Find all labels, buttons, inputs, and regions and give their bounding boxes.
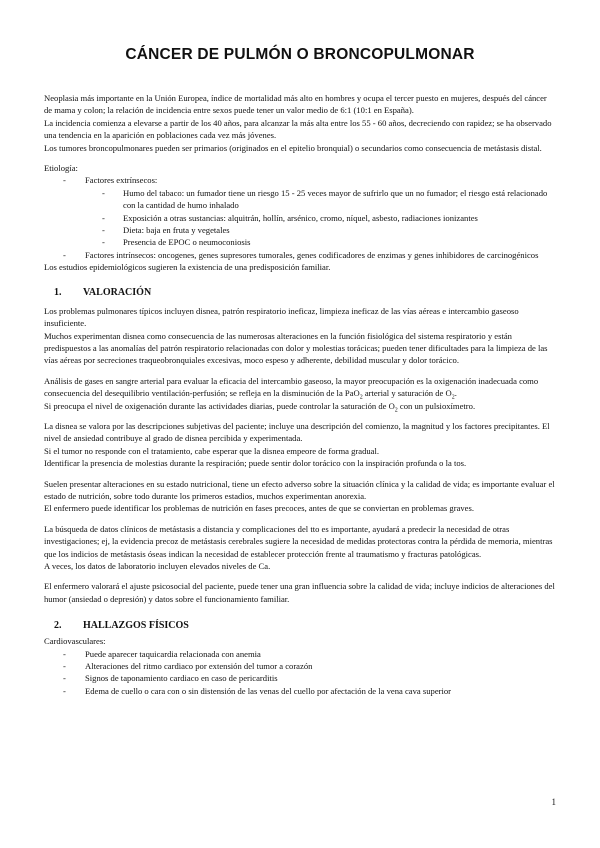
bullet-dash: - <box>102 225 105 236</box>
bullet-dash: - <box>63 249 66 260</box>
paragraph: La búsqueda de datos clínicos de metástasis a distancia y complicaciones del tto es importante, ayudará a predecir la necesidad de otras investigaciones; ej, la evidencia precoz de metástasis cerebrales sugiere la necesidad de medidas protectoras contra la pérdida de memoria, mientras que los indicios de metástasis óseas indican la necesidad de establecer protección frente al traumatismo y fracturas patológicas. <box>44 523 553 559</box>
intro-paragraph: La incidencia comienza a elevarse a partir de los 40 años, para alcanzar la más alta entre los 55 - 60 años, decreciendo con rapidez; se ha observado una tendencia en la aparición en poblaciones cada vez más jóvenes. <box>44 117 552 141</box>
intro-paragraph: Neoplasia más importante en la Unión Europea, índice de mortalidad más alto en hombres y ocupa el tercer puesto en mujeres, después del cáncer de mama y colon; la relación de incidencia entre sexos puede tener un valor medio de 6:1 (10:1 en España). <box>44 93 547 116</box>
etiology-label: Etiología: <box>44 163 78 174</box>
section-title: HALLAZGOS FÍSICOS <box>83 620 189 632</box>
bullet-dash: - <box>102 237 105 248</box>
subscript: 2 <box>451 394 455 401</box>
section-heading <box>44 619 556 633</box>
bullet-dash: - <box>63 673 66 684</box>
section-hallazgos <box>44 619 556 697</box>
cardio-list <box>44 648 556 698</box>
etiology-list <box>44 174 556 261</box>
paragraph: Identificar la presencia de molestias durante la respiración; puede sentir dolor torácico con la inspiración profunda o la tos. <box>44 458 467 469</box>
bullet-dash: - <box>102 212 105 223</box>
list-item <box>44 174 556 248</box>
extrinsic-sublist <box>83 187 556 249</box>
section-title: VALORACIÓN <box>83 286 152 298</box>
list-item-text: Presencia de EPOC o neumoconiosis <box>123 237 251 248</box>
paragraph: Los problemas pulmonares típicos incluyen disnea, patrón respiratorio ineficaz, limpieza ineficaz de las vías aéreas e intercambio gaseoso insuficiente. <box>44 305 519 329</box>
intro-paragraph: Los tumores broncopulmonares pueden ser primarios (originados en el epitelio bronquial) o secundarios como consecuencia de metástasis distal. <box>44 142 542 153</box>
intro-section <box>44 92 556 154</box>
list-item <box>83 212 556 224</box>
paragraph: A veces, los datos de laboratorio incluyen elevados niveles de Ca. <box>44 561 271 571</box>
intrinsic-factors: Factores intrínsecos: oncogenes, genes supresores tumorales, genes codificadores de enzimas y genes inhibidores de carcinogénicos <box>85 249 539 260</box>
bullet-dash: - <box>102 187 105 198</box>
text-run: Si preocupa el nivel de oxigenación durante las actividades diarias, puede controlar la saturación de O <box>44 400 395 411</box>
list-item <box>44 249 556 261</box>
list-item-text: Edema de cuello o cara con o sin distensión de las venas del cuello por afectación de la vena cava superior <box>85 685 452 696</box>
page-number: 1 <box>551 797 556 807</box>
extrinsic-label: Factores extrínsecos: <box>85 175 158 186</box>
text-run: . <box>454 388 457 399</box>
paragraph: Muchos experimentan disnea como consecuencia de las numerosas alteraciones en la función fisiológica del sistema respiratorio y están predispuestos a las anomalías del patrón respiratorio relacionadas con dolor y molestias torácicas; pueden tener dificultades para la limpieza de las vías aéreas por secreciones traqueobronquiales excesivas, moco espeso y adherente, debilidad muscular y dolor torácico. <box>44 330 548 366</box>
text-run: Análisis de gases en sangre arterial para evaluar la eficacia del intercambio gaseoso, la mayor preocupación es la oxigenación inadecuada como consecuencia del desequilibrio ventilación-perfusión; se refleja en la disminución de la PaO <box>44 375 539 399</box>
section-number: 2. <box>54 620 62 632</box>
etiology-section <box>44 162 556 274</box>
bullet-dash: - <box>63 661 66 672</box>
cardio-label: Cardiovasculares: <box>44 636 106 647</box>
list-item-text: Puede aparecer taquicardia relacionada con anemia <box>85 648 261 659</box>
text-run: con un pulsioxímetro. <box>397 400 476 411</box>
paragraph: Si el tumor no responde con el tratamiento, cabe esperar que la disnea empeore de forma gradual. <box>44 445 380 456</box>
list-item <box>83 187 556 212</box>
list-item-text: Humo del tabaco: un fumador tiene un riesgo 15 - 25 veces mayor de sufrirlo que un no fumador; el riesgo está relacionado con la cantidad de humo inhalado <box>123 187 548 211</box>
paragraph: El enfermero valorará el ajuste psicosocial del paciente, puede tener una gran influencia sobre la calidad de vida; incluye indicios de alteraciones del humor (ansiedad o depresión) y datos sobre el funcionamiento familiar. <box>44 581 555 604</box>
list-item-text: Alteraciones del ritmo cardiaco por extensión del tumor a corazón <box>85 661 313 672</box>
section-number: 1. <box>54 286 62 298</box>
bullet-dash: - <box>63 648 66 659</box>
document-title: CÁNCER DE PULMÓN O BRONCOPULMONAR <box>125 46 475 63</box>
section-heading <box>44 286 556 300</box>
bullet-dash: - <box>63 175 66 186</box>
subscript: 2 <box>394 407 398 414</box>
list-item <box>44 685 556 697</box>
paragraph: La disnea se valora por las descripciones subjetivas del paciente; incluye una descripción del comienzo, la magnitud y los factores precipitantes. El nivel de ansiedad contribuye al grado de disnea percibida y experimentada. <box>44 420 550 444</box>
paragraph <box>44 400 556 412</box>
section-valoracion <box>44 286 556 606</box>
text-run: arterial y saturación de O <box>362 388 452 399</box>
paragraph <box>44 375 556 400</box>
list-item <box>44 660 556 672</box>
paragraph: El enfermero puede identificar los problemas de nutrición en fases precoces, antes de que se conviertan en problemas graves. <box>44 503 474 514</box>
subscript: 2 <box>359 394 363 401</box>
list-item <box>83 224 556 236</box>
list-item-text: Signos de taponamiento cardiaco en caso de pericarditis <box>85 673 278 684</box>
list-item-text: Exposición a otras sustancias: alquitrán, hollín, arsénico, cromo, níquel, asbesto, radiaciones ionizantes <box>123 212 478 223</box>
list-item <box>83 236 556 248</box>
paragraph: Suelen presentar alteraciones en su estado nutricional, tiene un efecto adverso sobre la situación clínica y la calidad de vida; es importante evaluar el estado de nutrición, sobre todo durante los primeros estadios, muchos experimentan anorexia. <box>44 478 555 501</box>
list-item <box>44 672 556 684</box>
list-item <box>44 648 556 660</box>
bullet-dash: - <box>63 685 66 696</box>
etiology-closing: Los estudios epidemiológicos sugieren la existencia de una predisposición familiar. <box>44 262 331 273</box>
list-item-text: Dieta: baja en fruta y vegetales <box>123 225 230 236</box>
